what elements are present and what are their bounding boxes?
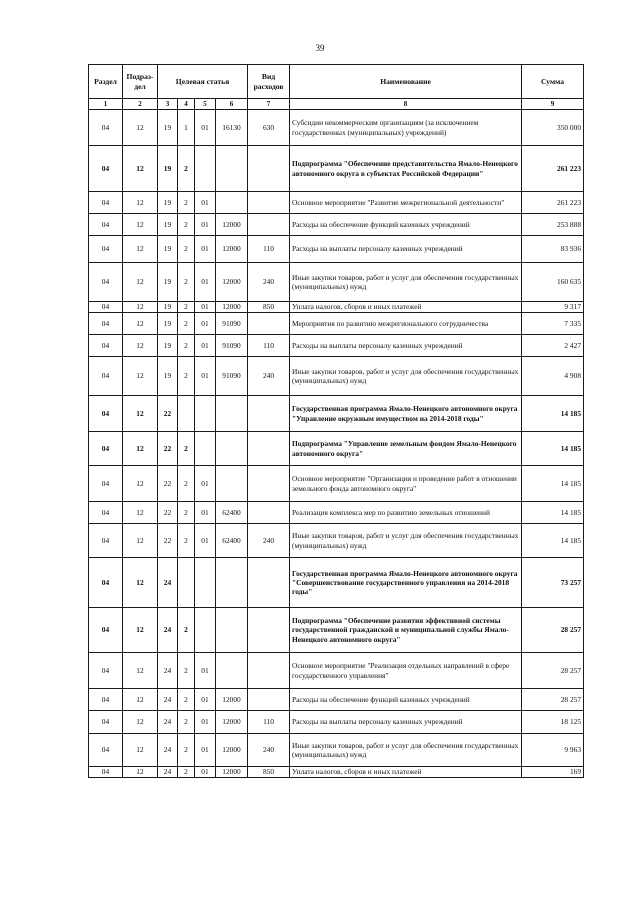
column-number: 8 [290, 99, 522, 110]
cell-podrazdel: 12 [123, 302, 158, 313]
cell-celevaya-2: 2 [178, 767, 195, 778]
cell-celevaya-2: 2 [178, 214, 195, 236]
cell-naimenovanie: Основное мероприятие "Реализация отдельных направлений в сфере государственного управления" [290, 653, 522, 689]
cell-celevaya-4: 12000 [216, 711, 248, 734]
header-vid-rashodov: Вид расходов [248, 65, 290, 99]
cell-celevaya-3: 01 [195, 236, 216, 263]
cell-naimenovanie: Государственная программа Ямало-Ненецкого автономного округа "Совершенствование государственного управления на 2014-2018 годы" [290, 558, 522, 608]
cell-razdel: 04 [89, 214, 123, 236]
cell-celevaya-3 [195, 146, 216, 192]
cell-celevaya-3: 01 [195, 192, 216, 214]
cell-vid-rashodov: 110 [248, 335, 290, 357]
cell-vid-rashodov: 240 [248, 263, 290, 302]
cell-summa: 18 125 [522, 711, 584, 734]
cell-celevaya-3: 01 [195, 302, 216, 313]
cell-celevaya-2: 2 [178, 236, 195, 263]
cell-razdel: 04 [89, 263, 123, 302]
column-number: 3 [158, 99, 178, 110]
table-row [89, 432, 584, 466]
cell-celevaya-2: 2 [178, 357, 195, 396]
cell-celevaya-3 [195, 432, 216, 466]
cell-vid-rashodov: 630 [248, 110, 290, 146]
cell-naimenovanie: Расходы на выплаты персоналу казенных учреждений [290, 711, 522, 734]
table-header-row [89, 65, 584, 99]
column-number: 2 [123, 99, 158, 110]
cell-podrazdel: 12 [123, 466, 158, 502]
cell-celevaya-1: 19 [158, 110, 178, 146]
cell-vid-rashodov [248, 146, 290, 192]
cell-celevaya-4 [216, 653, 248, 689]
cell-summa: 9 963 [522, 734, 584, 767]
cell-celevaya-1: 22 [158, 502, 178, 524]
column-number: 1 [89, 99, 123, 110]
table-row [89, 524, 584, 558]
cell-razdel: 04 [89, 711, 123, 734]
cell-celevaya-1: 19 [158, 263, 178, 302]
cell-celevaya-4: 12000 [216, 214, 248, 236]
cell-celevaya-1: 24 [158, 653, 178, 689]
cell-razdel: 04 [89, 524, 123, 558]
header-razdel: Раздел [89, 65, 123, 99]
cell-naimenovanie: Расходы на выплаты персоналу казенных учреждений [290, 335, 522, 357]
cell-summa: 261 223 [522, 192, 584, 214]
cell-celevaya-4 [216, 192, 248, 214]
cell-celevaya-1: 19 [158, 192, 178, 214]
cell-celevaya-3: 01 [195, 767, 216, 778]
cell-vid-rashodov [248, 558, 290, 608]
cell-razdel: 04 [89, 357, 123, 396]
cell-celevaya-2: 1 [178, 110, 195, 146]
cell-vid-rashodov: 850 [248, 302, 290, 313]
table-row [89, 767, 584, 778]
header-naimenovanie: Наименование [290, 65, 522, 99]
cell-summa: 253 888 [522, 214, 584, 236]
cell-naimenovanie: Расходы на обеспечение функций казенных учреждений [290, 214, 522, 236]
cell-podrazdel: 12 [123, 335, 158, 357]
cell-podrazdel: 12 [123, 432, 158, 466]
cell-podrazdel: 12 [123, 214, 158, 236]
cell-celevaya-1: 22 [158, 432, 178, 466]
cell-celevaya-1: 24 [158, 689, 178, 711]
cell-celevaya-2: 2 [178, 734, 195, 767]
cell-naimenovanie: Иные закупки товаров, работ и услуг для обеспечения государственных (муниципальных) нужд [290, 524, 522, 558]
cell-vid-rashodov [248, 502, 290, 524]
cell-summa: 28 257 [522, 653, 584, 689]
table-row [89, 711, 584, 734]
cell-razdel: 04 [89, 236, 123, 263]
cell-celevaya-4: 12000 [216, 689, 248, 711]
cell-summa: 14 185 [522, 466, 584, 502]
cell-naimenovanie: Мероприятия по развитию межрегионального сотрудничества [290, 313, 522, 335]
cell-summa: 261 223 [522, 146, 584, 192]
cell-podrazdel: 12 [123, 396, 158, 432]
cell-podrazdel: 12 [123, 734, 158, 767]
header-summa: Сумма [522, 65, 584, 99]
cell-celevaya-4 [216, 558, 248, 608]
cell-celevaya-3: 01 [195, 110, 216, 146]
cell-razdel: 04 [89, 608, 123, 653]
cell-podrazdel: 12 [123, 689, 158, 711]
cell-celevaya-3: 01 [195, 335, 216, 357]
cell-naimenovanie: Основное мероприятие "Организация и проведение работ в отношении земельного фонда автономного округа" [290, 466, 522, 502]
cell-summa: 2 427 [522, 335, 584, 357]
cell-razdel: 04 [89, 558, 123, 608]
cell-celevaya-3: 01 [195, 263, 216, 302]
cell-celevaya-2: 2 [178, 335, 195, 357]
cell-vid-rashodov [248, 192, 290, 214]
table-row [89, 689, 584, 711]
cell-naimenovanie: Подпрограмма "Обеспечение развития эффективной системы государственной гражданской и муниципальной службы Ямало-Ненецкого автономного округа" [290, 608, 522, 653]
cell-summa: 14 185 [522, 396, 584, 432]
cell-razdel: 04 [89, 432, 123, 466]
cell-celevaya-2: 2 [178, 192, 195, 214]
cell-vid-rashodov [248, 396, 290, 432]
cell-vid-rashodov: 110 [248, 236, 290, 263]
cell-vid-rashodov: 240 [248, 734, 290, 767]
cell-celevaya-4: 91090 [216, 357, 248, 396]
cell-razdel: 04 [89, 302, 123, 313]
cell-vid-rashodov [248, 313, 290, 335]
table-row [89, 302, 584, 313]
table-row [89, 653, 584, 689]
cell-celevaya-1: 19 [158, 335, 178, 357]
cell-celevaya-4: 12000 [216, 767, 248, 778]
cell-summa: 73 257 [522, 558, 584, 608]
cell-celevaya-1: 19 [158, 146, 178, 192]
cell-celevaya-3 [195, 608, 216, 653]
cell-celevaya-2: 2 [178, 502, 195, 524]
cell-razdel: 04 [89, 192, 123, 214]
cell-razdel: 04 [89, 110, 123, 146]
cell-vid-rashodov [248, 466, 290, 502]
cell-celevaya-2: 2 [178, 146, 195, 192]
cell-naimenovanie: Иные закупки товаров, работ и услуг для обеспечения государственных (муниципальных) нужд [290, 734, 522, 767]
table-row [89, 335, 584, 357]
table-row [89, 396, 584, 432]
cell-celevaya-4: 12000 [216, 236, 248, 263]
cell-podrazdel: 12 [123, 608, 158, 653]
cell-celevaya-1: 22 [158, 466, 178, 502]
table-row [89, 192, 584, 214]
column-number: 9 [522, 99, 584, 110]
table-row [89, 466, 584, 502]
cell-summa: 169 [522, 767, 584, 778]
cell-vid-rashodov: 240 [248, 524, 290, 558]
header-podrazdel: Подраз- дел [123, 65, 158, 99]
cell-podrazdel: 12 [123, 502, 158, 524]
cell-podrazdel: 12 [123, 313, 158, 335]
cell-naimenovanie: Подпрограмма "Обеспечение представительства Ямало-Ненецкого автономного округа в субъектах Российской Федерации" [290, 146, 522, 192]
cell-celevaya-2: 2 [178, 313, 195, 335]
cell-vid-rashodov: 110 [248, 711, 290, 734]
cell-summa: 9 317 [522, 302, 584, 313]
cell-celevaya-4: 12000 [216, 263, 248, 302]
cell-celevaya-1: 19 [158, 214, 178, 236]
cell-celevaya-4 [216, 466, 248, 502]
table-row [89, 110, 584, 146]
table-row [89, 357, 584, 396]
cell-podrazdel: 12 [123, 711, 158, 734]
column-number: 7 [248, 99, 290, 110]
cell-naimenovanie: Расходы на обеспечение функций казенных учреждений [290, 689, 522, 711]
cell-naimenovanie: Субсидии некоммерческим организациям (за исключением государственных (муниципальных) учреждений) [290, 110, 522, 146]
cell-summa: 14 185 [522, 432, 584, 466]
cell-celevaya-1: 19 [158, 302, 178, 313]
cell-razdel: 04 [89, 767, 123, 778]
cell-podrazdel: 12 [123, 146, 158, 192]
cell-summa: 4 908 [522, 357, 584, 396]
cell-celevaya-1: 24 [158, 767, 178, 778]
cell-podrazdel: 12 [123, 653, 158, 689]
cell-celevaya-4 [216, 432, 248, 466]
cell-podrazdel: 12 [123, 524, 158, 558]
cell-vid-rashodov [248, 214, 290, 236]
cell-celevaya-4: 16130 [216, 110, 248, 146]
cell-celevaya-1: 24 [158, 734, 178, 767]
cell-summa: 83 936 [522, 236, 584, 263]
cell-celevaya-3: 01 [195, 689, 216, 711]
cell-celevaya-3: 01 [195, 502, 216, 524]
cell-celevaya-1: 24 [158, 558, 178, 608]
cell-celevaya-4: 12000 [216, 734, 248, 767]
cell-celevaya-2: 2 [178, 711, 195, 734]
cell-celevaya-2: 2 [178, 524, 195, 558]
cell-celevaya-1: 19 [158, 236, 178, 263]
cell-celevaya-2: 2 [178, 689, 195, 711]
table-row [89, 146, 584, 192]
cell-celevaya-4 [216, 396, 248, 432]
page-number: 39 [315, 43, 325, 53]
cell-vid-rashodov [248, 689, 290, 711]
cell-summa: 7 335 [522, 313, 584, 335]
cell-celevaya-4: 91090 [216, 313, 248, 335]
cell-vid-rashodov [248, 432, 290, 466]
cell-celevaya-2: 2 [178, 263, 195, 302]
cell-celevaya-1: 19 [158, 313, 178, 335]
table-row [89, 502, 584, 524]
cell-celevaya-2 [178, 558, 195, 608]
cell-celevaya-2 [178, 396, 195, 432]
column-number-row [89, 99, 584, 110]
cell-celevaya-1: 22 [158, 396, 178, 432]
cell-podrazdel: 12 [123, 263, 158, 302]
table-row [89, 734, 584, 767]
cell-celevaya-3 [195, 396, 216, 432]
cell-celevaya-4 [216, 608, 248, 653]
table-row [89, 558, 584, 608]
cell-celevaya-2: 2 [178, 466, 195, 502]
cell-celevaya-2: 2 [178, 302, 195, 313]
cell-razdel: 04 [89, 502, 123, 524]
cell-summa: 28 257 [522, 689, 584, 711]
cell-celevaya-3: 01 [195, 524, 216, 558]
cell-razdel: 04 [89, 396, 123, 432]
cell-podrazdel: 12 [123, 236, 158, 263]
header-celevaya-statya: Целевая статья [158, 65, 248, 99]
cell-celevaya-1: 19 [158, 357, 178, 396]
cell-celevaya-3: 01 [195, 313, 216, 335]
cell-celevaya-1: 24 [158, 711, 178, 734]
cell-naimenovanie: Иные закупки товаров, работ и услуг для обеспечения государственных (муниципальных) нужд [290, 263, 522, 302]
cell-naimenovanie: Уплата налогов, сборов и иных платежей [290, 302, 522, 313]
cell-celevaya-3: 01 [195, 466, 216, 502]
cell-podrazdel: 12 [123, 558, 158, 608]
column-number: 4 [178, 99, 195, 110]
budget-table [88, 64, 584, 778]
cell-naimenovanie: Расходы на выплаты персоналу казенных учреждений [290, 236, 522, 263]
cell-razdel: 04 [89, 466, 123, 502]
cell-podrazdel: 12 [123, 192, 158, 214]
cell-vid-rashodov [248, 608, 290, 653]
cell-vid-rashodov [248, 653, 290, 689]
cell-razdel: 04 [89, 335, 123, 357]
cell-naimenovanie: Подпрограмма "Управление земельным фондом Ямало-Ненецкого автономного округа" [290, 432, 522, 466]
cell-celevaya-2: 2 [178, 432, 195, 466]
column-number: 6 [216, 99, 248, 110]
table-row [89, 313, 584, 335]
cell-celevaya-3: 01 [195, 357, 216, 396]
cell-celevaya-4 [216, 146, 248, 192]
column-number: 5 [195, 99, 216, 110]
cell-celevaya-4: 12000 [216, 302, 248, 313]
cell-celevaya-3: 01 [195, 734, 216, 767]
cell-celevaya-3: 01 [195, 653, 216, 689]
cell-podrazdel: 12 [123, 767, 158, 778]
cell-celevaya-4: 91090 [216, 335, 248, 357]
table-row [89, 263, 584, 302]
cell-podrazdel: 12 [123, 357, 158, 396]
cell-celevaya-3 [195, 558, 216, 608]
cell-celevaya-1: 22 [158, 524, 178, 558]
cell-razdel: 04 [89, 653, 123, 689]
cell-celevaya-2: 2 [178, 653, 195, 689]
table-row [89, 608, 584, 653]
cell-celevaya-2: 2 [178, 608, 195, 653]
cell-naimenovanie: Реализация комплекса мер по развитию земельных отношений [290, 502, 522, 524]
cell-celevaya-3: 01 [195, 214, 216, 236]
cell-naimenovanie: Иные закупки товаров, работ и услуг для обеспечения государственных (муниципальных) нужд [290, 357, 522, 396]
cell-podrazdel: 12 [123, 110, 158, 146]
cell-naimenovanie: Государственная программа Ямало-Ненецкого автономного округа "Управление окружным имуществом на 2014-2018 годы" [290, 396, 522, 432]
cell-summa: 350 000 [522, 110, 584, 146]
table-body [89, 110, 584, 778]
table-row [89, 214, 584, 236]
cell-celevaya-4: 62400 [216, 524, 248, 558]
cell-summa: 160 635 [522, 263, 584, 302]
cell-razdel: 04 [89, 146, 123, 192]
cell-summa: 14 185 [522, 524, 584, 558]
table-row [89, 236, 584, 263]
cell-naimenovanie: Уплата налогов, сборов и иных платежей [290, 767, 522, 778]
cell-razdel: 04 [89, 313, 123, 335]
cell-vid-rashodov: 240 [248, 357, 290, 396]
cell-razdel: 04 [89, 689, 123, 711]
cell-naimenovanie: Основное мероприятие "Развитие межрегиональной деятельности" [290, 192, 522, 214]
cell-celevaya-3: 01 [195, 711, 216, 734]
cell-razdel: 04 [89, 734, 123, 767]
cell-summa: 28 257 [522, 608, 584, 653]
cell-vid-rashodov: 850 [248, 767, 290, 778]
cell-celevaya-4: 62400 [216, 502, 248, 524]
cell-celevaya-1: 24 [158, 608, 178, 653]
cell-summa: 14 185 [522, 502, 584, 524]
